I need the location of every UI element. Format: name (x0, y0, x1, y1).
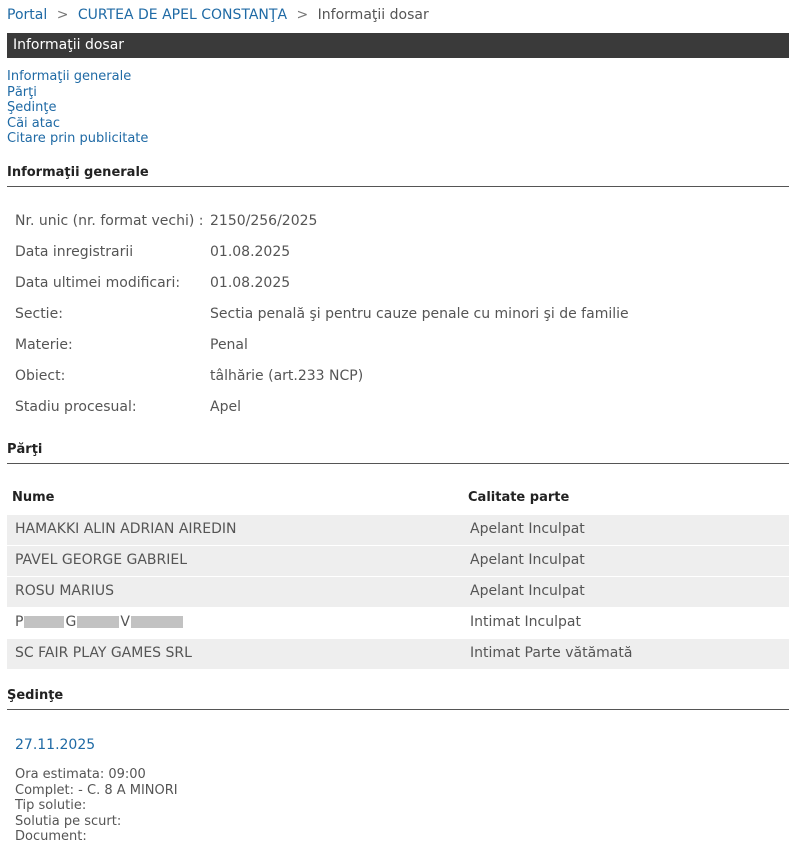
info-row-case-number (15, 213, 317, 229)
party-row (7, 546, 789, 576)
breadcrumb-portal-link[interactable]: Portal (7, 7, 48, 23)
party-name: HAMAKKI ALIN ADRIAN AIREDIN (15, 521, 237, 537)
info-value: Apel (210, 399, 241, 415)
redacted-initial: G (65, 614, 77, 630)
party-row (7, 577, 789, 607)
redacted-initial: P (15, 614, 24, 630)
session-details (15, 767, 178, 845)
party-role: Apelant Inculpat (470, 552, 585, 568)
session-estimated-time: Ora estimata: 09:00 (15, 767, 146, 782)
info-row-object (15, 368, 363, 384)
party-name: ROSU MARIUS (15, 583, 114, 599)
party-row (7, 515, 789, 545)
info-value: 01.08.2025 (210, 275, 291, 291)
info-value: 01.08.2025 (210, 244, 291, 260)
info-label: Nr. unic (nr. format vechi) : (15, 213, 204, 229)
section-heading-general-info: Informaţii generale (7, 165, 789, 187)
anchor-link-public-summons[interactable]: Citare prin publicitate (7, 131, 149, 146)
column-header-name: Nume (12, 490, 55, 505)
party-role: Apelant Inculpat (470, 583, 585, 599)
info-label: Data ultimei modificari: (15, 275, 181, 291)
info-row-matter (15, 337, 248, 353)
info-label: Data inregistrarii (15, 244, 134, 260)
redaction-bar (24, 616, 64, 628)
info-label: Stadiu procesual: (15, 399, 137, 415)
anchor-link-appeals[interactable]: Căi atac (7, 115, 60, 131)
info-value: Penal (210, 337, 248, 353)
party-name: PAVEL GEORGE GABRIEL (15, 552, 188, 568)
breadcrumb-separator: > (56, 7, 69, 23)
section-anchor-list (7, 69, 148, 147)
anchor-link-parties[interactable]: Părţi (7, 84, 37, 100)
info-label: Obiect: (15, 368, 66, 384)
session-solution-summary: Solutia pe scurt: (15, 813, 122, 829)
info-row-section (15, 306, 629, 322)
session-solution-type: Tip solutie: (15, 798, 87, 813)
info-row-procedural-stage (15, 399, 241, 415)
party-role: Apelant Inculpat (470, 521, 585, 537)
breadcrumb (7, 7, 429, 23)
section-heading-sessions: Şedinţe (7, 688, 789, 710)
breadcrumb-court-link[interactable]: CURTEA DE APEL CONSTANŢA (77, 7, 288, 23)
info-value: 2150/256/2025 (210, 213, 318, 229)
party-role: Intimat Inculpat (470, 614, 581, 630)
anchor-link-general-info[interactable]: Informaţii generale (7, 69, 132, 84)
party-role: Intimat Parte vătămată (470, 645, 633, 661)
party-row (7, 608, 789, 638)
info-value: Sectia penală şi pentru cauze penale cu minori şi de familie (210, 306, 629, 322)
info-label: Sectie: (15, 306, 63, 322)
info-row-last-modified (15, 275, 290, 291)
redaction-bar (131, 616, 183, 628)
anchor-link-sessions[interactable]: Şedinţe (7, 100, 57, 115)
section-heading-parties: Părţi (7, 442, 789, 464)
party-row (7, 639, 789, 669)
info-row-registration-date (15, 244, 290, 260)
session-date: 27.11.2025 (15, 737, 96, 753)
redaction-bar (77, 616, 119, 628)
info-value: tâlhărie (art.233 NCP) (210, 368, 364, 384)
breadcrumb-current: Informaţii dosar (317, 7, 429, 23)
party-name-redacted (15, 614, 184, 630)
party-name: SC FAIR PLAY GAMES SRL (15, 645, 192, 661)
info-label: Materie: (15, 337, 73, 353)
page-title-bar: Informaţii dosar (7, 33, 789, 58)
session-panel: Complet: - C. 8 A MINORI (15, 782, 178, 798)
parties-table-header (7, 482, 789, 512)
column-header-role: Calitate parte (468, 490, 570, 505)
session-document: Document: (15, 829, 87, 844)
breadcrumb-separator: > (296, 7, 309, 23)
redacted-initial: V (120, 614, 130, 630)
